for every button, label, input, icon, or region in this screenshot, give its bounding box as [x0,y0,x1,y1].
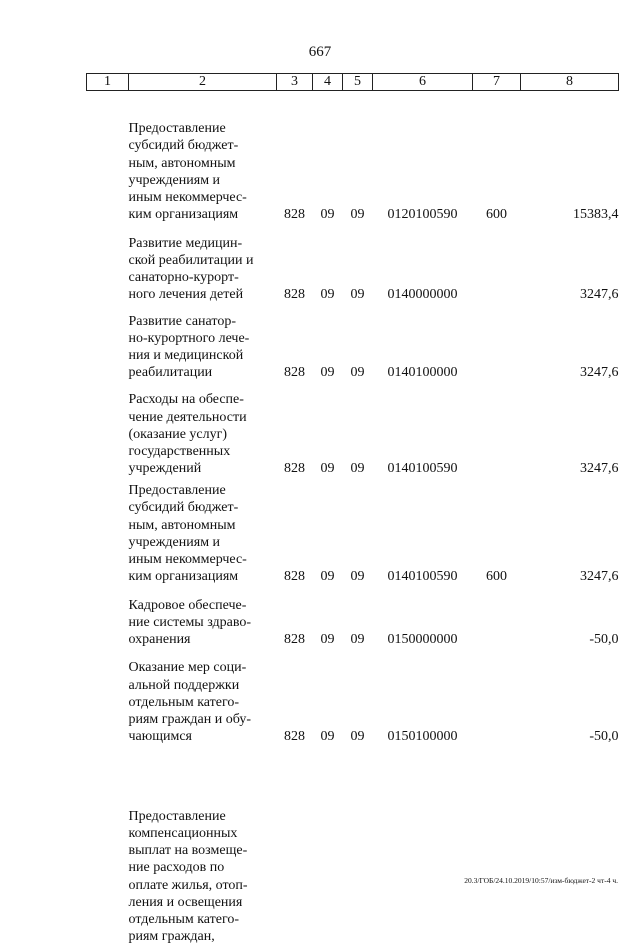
table-row [87,478,619,586]
item-name-line: (оказание услуг) [128,426,228,442]
amount-value: 3247,6 [580,365,619,381]
pr-code: 09 [350,207,365,223]
empty-cell [87,649,129,746]
csr-code: 0150000000 [387,632,458,648]
item-name-line: государственных [128,444,231,460]
rz-code: 09 [320,569,335,585]
csr-code: 0140100590 [387,461,458,477]
vr-code: 600 [486,569,507,585]
table-row [87,746,619,946]
vr-code [473,746,521,946]
pr-code: 09 [350,632,365,648]
item-name-line: ким организациям [128,207,239,223]
empty-cell [87,304,129,382]
item-name [129,746,277,946]
item-name-line: Предоставление [128,808,226,824]
item-name [129,304,277,382]
vr-code: 600 [486,207,507,223]
header-cell: 1 [87,74,129,91]
header-cell: 3 [277,74,313,91]
item-name-line: субсидий бюджет- [128,500,239,516]
item-name-line: компенсационных [128,826,238,842]
item-name-line: отдельным катего- [128,694,240,710]
item-name-line: иным некоммерчес- [128,552,247,568]
item-name-line: учреждениям и [128,172,221,188]
page-number: 667 [308,44,332,60]
header-cell: 8 [521,74,619,91]
table-row [87,91,619,224]
empty-cell [87,746,129,946]
amount-value: -50,0 [589,632,619,648]
header-cell: 2 [129,74,277,91]
item-name-line: охранения [128,632,191,648]
document-footer: 20.3/ГОБ/24.10.2019/10:57/изм-бюджет-2 чт-4 ч. [464,876,618,885]
item-name-line: ния и медицинской [128,348,244,364]
item-name-line: учреждениям и [128,534,221,550]
csr-code: 0140100000 [387,365,458,381]
item-name-line: чение деятельности [128,409,247,425]
item-name-line: ние расходов по [128,860,225,876]
item-name-line: Развитие медицин- [128,235,243,251]
pr-code: 09 [350,569,365,585]
amount-value: 15383,4 [573,207,619,223]
item-name-line: Предоставление [128,121,226,137]
item-name-line: Кадровое обеспече- [128,597,247,613]
ved-code: 828 [284,365,305,381]
empty-cell [87,478,129,586]
item-name-line: риям граждан, [128,929,215,945]
csr-code [373,746,473,946]
pr-code: 09 [350,461,365,477]
item-name-line: ного лечения детей [128,287,244,303]
item-name-line: Расходы на обеспе- [128,392,244,408]
rz-code: 09 [320,729,335,745]
item-name [129,382,277,478]
item-name-line: санаторно-курорт- [128,270,239,286]
amount-value: 3247,6 [580,287,619,303]
rz-code: 09 [320,207,335,223]
item-name-line: учреждений [128,461,202,477]
budget-table [86,73,619,946]
item-name-line: отдельным катего- [128,912,240,928]
pr-code [343,746,373,946]
vr-code [473,649,521,746]
amount-value: 3247,6 [580,461,619,477]
item-name-line: риям граждан и обу- [128,712,251,728]
rz-code: 09 [320,365,335,381]
pr-code: 09 [350,287,365,303]
item-name [129,649,277,746]
csr-code: 0150100000 [387,729,458,745]
item-name-line: иным некоммерчес- [128,190,247,206]
ved-code: 828 [284,569,305,585]
rz-code: 09 [320,632,335,648]
csr-code: 0140000000 [387,287,458,303]
amount-value: -50,0 [589,729,619,745]
header-cell: 6 [373,74,473,91]
item-name-line: но-курортного лече- [128,330,250,346]
table-row [87,586,619,649]
item-name-line: альной поддержки [128,677,240,693]
item-name-line: ской реабилитации и [128,252,254,268]
item-name [129,91,277,224]
header-row [87,74,619,91]
rz-code: 09 [320,287,335,303]
vr-code [473,224,521,304]
item-name-line: Развитие санатор- [128,313,236,329]
table-row [87,649,619,746]
ved-code: 828 [284,729,305,745]
empty-cell [87,586,129,649]
vr-code [473,586,521,649]
empty-cell [87,382,129,478]
ved-code: 828 [284,461,305,477]
item-name-line: субсидий бюджет- [128,138,239,154]
csr-code: 0120100590 [387,207,458,223]
header-cell: 4 [313,74,343,91]
amount-value: 3247,6 [580,569,619,585]
csr-code: 0140100590 [387,569,458,585]
table-row [87,224,619,304]
item-name-line: ние системы здраво- [128,615,252,631]
vr-code [473,304,521,382]
item-name-line: чающимся [128,729,192,745]
item-name-line: оплате жилья, отоп- [128,877,248,893]
ved-code: 828 [284,632,305,648]
header-cell: 5 [343,74,373,91]
ved-code [277,746,313,946]
item-name [129,478,277,586]
ved-code: 828 [284,207,305,223]
rz-code: 09 [320,461,335,477]
item-name [129,586,277,649]
rz-code [313,746,343,946]
empty-cell [87,224,129,304]
item-name-line: ким организациям [128,569,239,585]
ved-code: 828 [284,287,305,303]
item-name-line: Предоставление [128,483,226,499]
item-name [129,224,277,304]
pr-code: 09 [350,729,365,745]
item-name-line: ным, автономным [128,517,236,533]
table-row [87,304,619,382]
item-name-line: ления и освещения [128,894,243,910]
empty-cell [87,91,129,224]
item-name-line: выплат на возмеще- [128,843,248,859]
vr-code [473,382,521,478]
header-cell: 7 [473,74,521,91]
item-name-line: Оказание мер соци- [128,660,247,676]
item-name-line: ным, автономным [128,155,236,171]
item-name-line: реабилитации [128,365,213,381]
pr-code: 09 [350,365,365,381]
table-row [87,382,619,478]
amount-value [521,746,619,946]
